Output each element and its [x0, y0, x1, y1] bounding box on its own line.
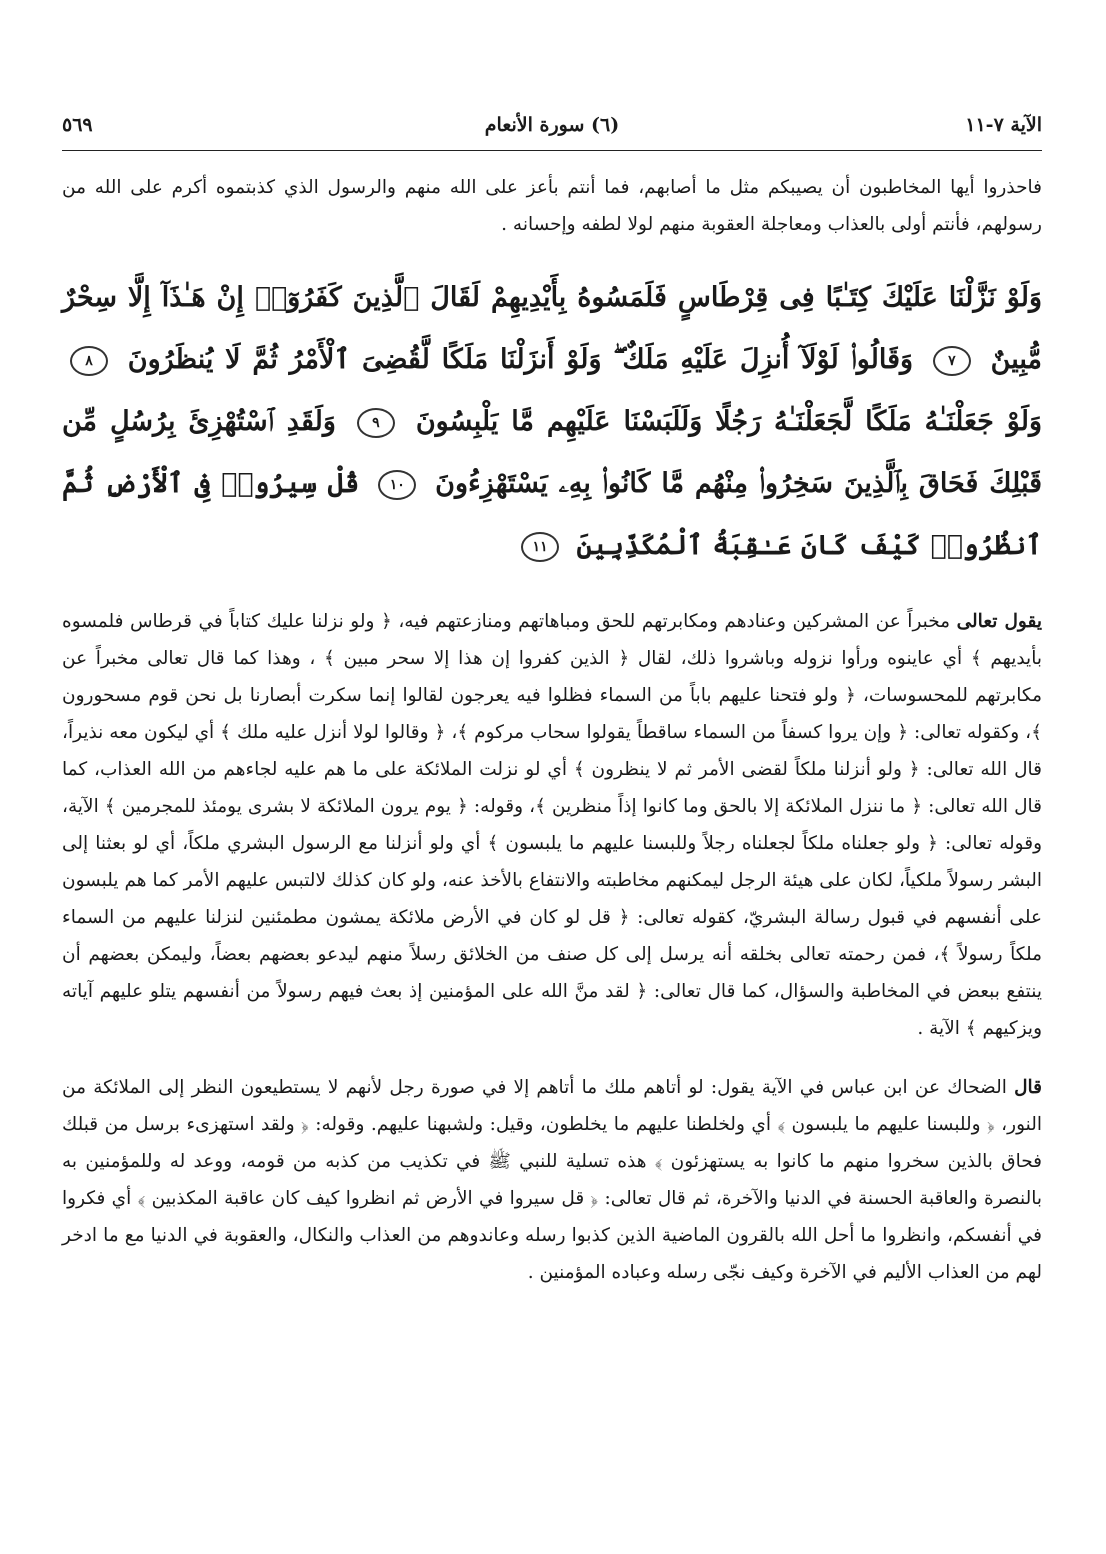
- commentary-paragraph: [62, 603, 1042, 1047]
- commentary-2-lead: قال: [1014, 1077, 1042, 1098]
- intro-paragraph: فاحذروا أيها المخاطبون أن يصيبكم مثل ما أصابهم، فما أنتم بأعز على الله منهم والرسول الذي كذبتموه أكرم على الله من رسولهم، فأنتم أولى بالعذاب ومعاجلة العقوبة منهم لولا لطفه وإحسانه .: [62, 177, 1042, 235]
- verse-10: وَلَقَدِ ٱسْتُهْزِئَ بِرُسُلٍ مِّن قَبْلِكَ فَحَاقَ بِٱلَّذِينَ سَخِرُوا۟ مِنْهُم مَّا كَانُوا۟ بِهِۦ يَسْتَهْزِءُونَ: [62, 406, 1043, 499]
- ayah-marker-9: ٩: [357, 408, 395, 438]
- commentary-2-body: الضحاك عن ابن عباس في الآية يقول: لو أتاهم ملك ما أتاهم إلا في صورة رجل لأنهم لا يستطيعون النظر إلى الملائكة من النور، ﴿ وللبسنا عليهم ما يلبسون ﴾ أي ولخلطنا عليهم ما يخلطون، وقيل: ولشبهنا عليهم. وقوله: ﴿ ولقد استهزىء برسل من قبلك فحاق بالذين سخروا منهم ما كانوا به يستهزئون ﴾ هذه تسلية للنبي ﷺ في تكذيب من كذبه من قومه، ووعد له وللمؤمنين به بالنصرة والعاقبة الحسنة في الدنيا والآخرة، ثم قال تعالى: ﴿ قل سيروا في الأرض ثم انظروا كيف كان عاقبة المكذبين ﴾ أي فكروا في أنفسكم، وانظروا ما أحل الله بالقرون الماضية الذين كذبوا رسله وعاندوهم من العذاب والنكال، والعقوبة في الدنيا مع ما ادخر لهم من العذاب الأليم في الآخرة وكيف نجّى رسله وعباده المؤمنين .: [62, 1077, 1042, 1283]
- ayah-marker-11: ١١: [521, 532, 559, 562]
- surah-title: (٦) سورة الأنعام: [484, 114, 620, 136]
- page: [62, 108, 1042, 1534]
- verse-7: وَلَوْ نَزَّلْنَا عَلَيْكَ كِتَـٰبًا فِى قِرْطَاسٍ فَلَمَسُوهُ بِأَيْدِيهِمْ لَقَالَ ٱلَّذِينَ كَفَرُوٓا۟ إِنْ هَـٰذَآ إِلَّا سِحْرٌ مُّبِينٌ: [62, 282, 1042, 375]
- verse-11: قُلْ سِيرُوا۟ فِى ٱلْأَرْضِ ثُمَّ ٱنظُرُوا۟ كَيْفَ كَانَ عَـٰقِبَةُ ٱلْمُكَذِّبِينَ: [62, 468, 1042, 561]
- commentary-paragraph-2: [62, 1069, 1042, 1291]
- verse-range: الآية ٧-١١: [965, 114, 1042, 136]
- verse-8: وَقَالُوا۟ لَوْلَآ أُنزِلَ عَلَيْهِ مَلَكٌ ۖ وَلَوْ أَنزَلْنَا مَلَكًا لَّقُضِىَ ٱلْأَمْرُ ثُمَّ لَا يُنظَرُونَ: [127, 344, 914, 375]
- commentary-lead: يقول تعالى: [956, 611, 1042, 632]
- quran-verses: [62, 267, 1042, 577]
- commentary-body: مخبراً عن المشركين وعنادهم ومكابرتهم للحق ومباهاتهم ومنازعتهم فيه، ﴿ ولو نزلنا عليك كتاباً في قرطاس فلمسوه بأيديهم ﴾ أي عاينوه ورأوا نزوله وباشروا ذلك، لقال ﴿ الذين كفروا إن هذا إلا سحر مبين ﴾ ، وهذا كما قال تعالى مخبراً عن مكابرتهم للمحسوسات، ﴿ ولو فتحنا عليهم باباً من السماء فظلوا فيه يعرجون لقالوا إنما سكرت أبصارنا بل نحن قوم مسحورون ﴾، وكقوله تعالى: ﴿ وإن يروا كسفاً من السماء ساقطاً يقولوا سحاب مركوم ﴾، ﴿ وقالوا لولا أنزل عليه ملك ﴾ أي ليكون معه نذيراً، قال الله تعالى: ﴿ ولو أنزلنا ملكاً لقضى الأمر ثم لا ينظرون ﴾ أي لو نزلت الملائكة على ما هم عليه لجاءهم من الله العذاب، كما قال الله تعالى: ﴿ ما ننزل الملائكة إلا بالحق وما كانوا إذاً منظرين ﴾، وقوله: ﴿ يوم يرون الملائكة لا بشرى يومئذ للمجرمين ﴾ الآية، وقوله تعالى: ﴿ ولو جعلناه ملكاً لجعلناه رجلاً وللبسنا عليهم ما يلبسون ﴾ أي ولو أنزلنا مع الرسول البشري ملكاً، أي لو بعثنا إلى البشر رسولاً ملكياً، لكان على هيئة الرجل ليمكنهم مخاطبته والانتفاع بالأخذ عنه، ولو كان كذلك لالتبس عليهم الأمر كما هم يلبسون على أنفسهم في قبول رسالة البشريّ، كقوله تعالى: ﴿ قل لو كان في الأرض ملائكة يمشون مطمئنين لنزلنا عليهم من السماء ملكاً رسولاً ﴾، فمن رحمته تعالى بخلقه أنه يرسل إلى كل صنف من الخلائق رسلاً منهم ليدعو بعضهم بعضاً، وليمكن بعضهم أن ينتفع ببعض في المخاطبة والسؤال، كما قال تعالى: ﴿ لقد منَّ الله على المؤمنين إذ بعث فيهم رسولاً من أنفسهم يتلو عليهم آياته ويزكيهم ﴾ الآية .: [62, 611, 1042, 1039]
- ayah-marker-8: ٨: [70, 346, 108, 376]
- ayah-marker-7: ٧: [933, 346, 971, 376]
- ayah-marker-10: ١٠: [378, 470, 416, 500]
- page-header: [62, 108, 1042, 151]
- page-number: ٥٦٩: [62, 114, 93, 136]
- verse-9: وَلَوْ جَعَلْنَـٰهُ مَلَكًا لَّجَعَلْنَـٰهُ رَجُلًا وَلَلَبَسْنَا عَلَيْهِم مَّا يَلْبِسُونَ: [415, 406, 1043, 437]
